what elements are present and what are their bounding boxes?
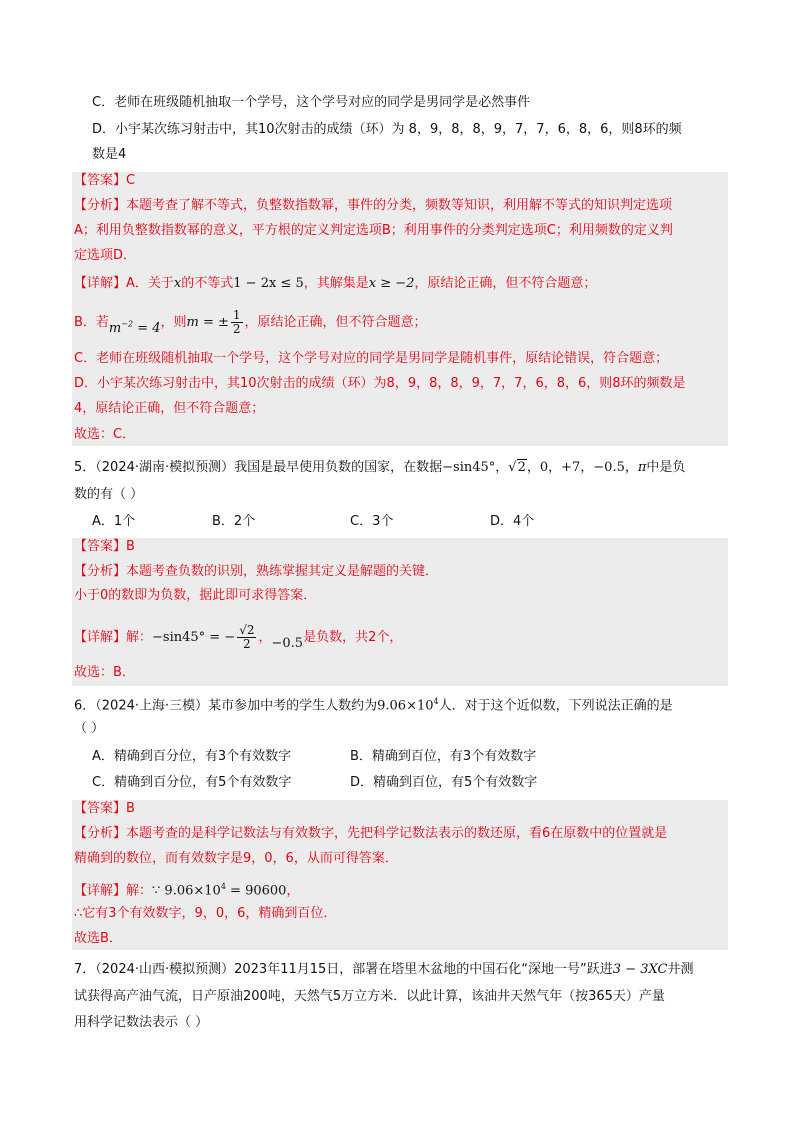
q4-detail-a-inequality: 1 − 2x ≤ 5 [233,276,304,291]
q5-stem-sep: ， [495,460,509,475]
q4-detail-b-eq2: m = ± [186,315,229,330]
q4-detail-b-pre: B．若 [74,315,109,330]
q4-detail-d-line1: D．小宇某次练习射击中，其10次射击的成绩（环）为8，9，8，8，9，7，7，6，8，6，则8环的频数是 [74,376,686,391]
q7-stem-pre: 7．（2024·山西·模拟预测）2023年11月15日，部署在塔里木盆地的中国石化“深地一号”跃进 [74,962,613,977]
q6-answer: 【答案】B [74,801,135,816]
q4-detail-d-line2: 4，原结论正确，但不符合题意； [74,401,265,416]
q4-detail-a-mid: 的不等式 [181,276,234,291]
q7-stem-math: 3 − 3XC [612,962,668,977]
q5-stem-values: ，0，+7，−0.5， [526,460,638,475]
q6-option-d: D．精确到百位，有5个有效数字 [350,775,538,790]
q4-solution-box [72,172,728,446]
q5-option-a: A．1个 [92,514,136,529]
q4-detail-b-mid: ，则 [160,315,187,330]
q5-detail-pre: 【详解】解： [74,630,153,645]
q6-stem-end: 人．对于这个近似数，下列说法正确的是 [438,698,673,714]
q4-detail-b-fraction [231,309,243,336]
q7-stem-line2: 试获得高产油气流，日产原油200吨，天然气5万立方米．以此计算，该油井天然气年（按365天）产量 [74,989,665,1004]
q4-detail-b-frac-num: 1 [232,308,241,322]
q5-detail-math-2: −0.5 [271,636,304,651]
q6-stem-line2: （ ） [74,721,105,736]
q5-option-b: B．2个 [212,514,256,529]
q5-analysis-2: 小于0的数即为负数，据此即可求得答案． [74,588,317,603]
q5-stem-sqrt: √2 [508,460,526,475]
q5-stem-end: 中是负 [646,460,686,475]
q6-detail-math-end: = 90600 [225,883,287,899]
q4-detail-b-rhs: = 4 [133,321,161,336]
q5-detail-sep: ， [258,630,272,645]
q4-detail-b-exp: −2 [121,319,134,329]
q5-answer: 【答案】B [74,539,135,554]
q5-detail-frac-num: √2 [239,623,255,637]
q5-detail-end: 是负数，共2个， [303,630,403,645]
q4-analysis-1: 【分析】本题考查了解不等式，负整数指数幂，事件的分类，频数等知识，利用解不等式的知识判定选项 [74,198,673,213]
q4-analysis-2: A；利用负整数指数幂的意义，平方根的定义判定选项B；利用事件的分类判定选项C；利用频数的定义判 [74,223,673,238]
q4-detail-b-end: ，原结论正确，但不符合题意； [244,315,427,330]
q6-stem-line1 [74,693,720,715]
q4-analysis-3: 定选项D． [74,248,137,263]
q5-detail-frac-den: 2 [243,637,251,651]
q6-solution-box [72,800,728,950]
q6-choose: 故选B． [74,931,122,946]
q5-detail-math: −sin45° = − [152,630,236,645]
q5-stem-pre: 5．（2024·湖南·模拟预测）我国是最早使用负数的国家，在数据 [74,460,443,475]
q6-detail-math: ∵ 9.06×10 [152,883,221,899]
q6-detail-exp: 4 [220,882,226,891]
q5-option-d: D．4个 [490,514,535,529]
q6-detail-pre: 【详解】解： [74,883,153,899]
q4-option-c: C．老师在班级随机抽取一个学号，这个学号对应的同学是男同学是必然事件 [92,95,531,110]
q7-stem-end: 井测 [667,962,694,977]
q5-stem-sqrt-value: 2 [517,460,526,475]
q5-analysis-1: 【分析】本题考查负数的识别，熟练掌握其定义是解题的关键． [74,564,439,579]
q6-stem-exp: 4 [433,697,439,706]
q7-stem-line3: 用科学记数法表示（ ） [74,1015,209,1030]
q6-detail-end: ， [286,883,300,899]
q4-detail-b-m: m [108,321,122,336]
q5-stem-sin: −sin45° [442,460,496,475]
q4-detail-a-end: ，原结论正确，但不符合题意； [414,276,597,291]
q4-detail-b-frac-den: 2 [232,322,241,336]
q5-detail-fraction [237,624,256,651]
q6-option-a: A．精确到百分位，有3个有效数字 [92,749,292,764]
q4-detail-a-solution: x ≥ −2 [368,276,415,291]
q6-stem-pre: 6．（2024·上海·三模）某市参加中考的学生人数约为 [74,698,378,714]
q4-detail-b [74,309,427,336]
q6-stem-math: 9.06×10 [377,698,434,714]
q5-stem-pi: π [637,460,647,475]
q7-stem-line1 [74,961,720,979]
q5-detail [74,624,402,651]
q4-choose: 故选：C． [74,427,136,442]
q4-option-d-line1: D．小宇某次练习射击中，其10次射击的成绩（环）为 8，9，8，8，9，7，7，6，8，6，则8环的频 [92,122,682,137]
q4-detail-a-x: x [173,276,182,291]
q6-analysis-2: 精确到的数位，而有效数字是9，0，6，从而可得答案． [74,851,398,866]
q5-option-c: C．3个 [350,514,394,529]
q5-choose: 故选：B． [74,665,135,680]
q4-detail-a-mid2: ，其解集是 [303,276,369,291]
q6-detail-2: ∴它有3个有效数字，9，0，6，精确到百位． [74,906,337,921]
q6-option-b: B．精确到百位，有3个有效数字 [350,749,537,764]
q4-answer: 【答案】C [74,173,136,188]
q5-stem-line1 [74,459,720,477]
q5-stem-line2: 数的有（ ） [74,487,144,502]
q4-detail-a-pre: 【详解】A．关于 [74,276,174,291]
q4-option-d-line2: 数是4 [92,147,127,162]
q4-detail-c: C．老师在班级随机抽取一个学号，这个学号对应的同学是男同学是随机事件，原结论错误，符合题意； [74,351,669,366]
q6-analysis-1: 【分析】本题考查的是科学记数法与有效数字，先把科学记数法表示的数还原，看6在原数中的位置就是 [74,826,668,841]
q4-detail-a [74,275,596,293]
q5-solution-box [72,538,728,686]
q6-detail [74,878,299,900]
q6-option-c: C．精确到百分位，有5个有效数字 [92,775,292,790]
